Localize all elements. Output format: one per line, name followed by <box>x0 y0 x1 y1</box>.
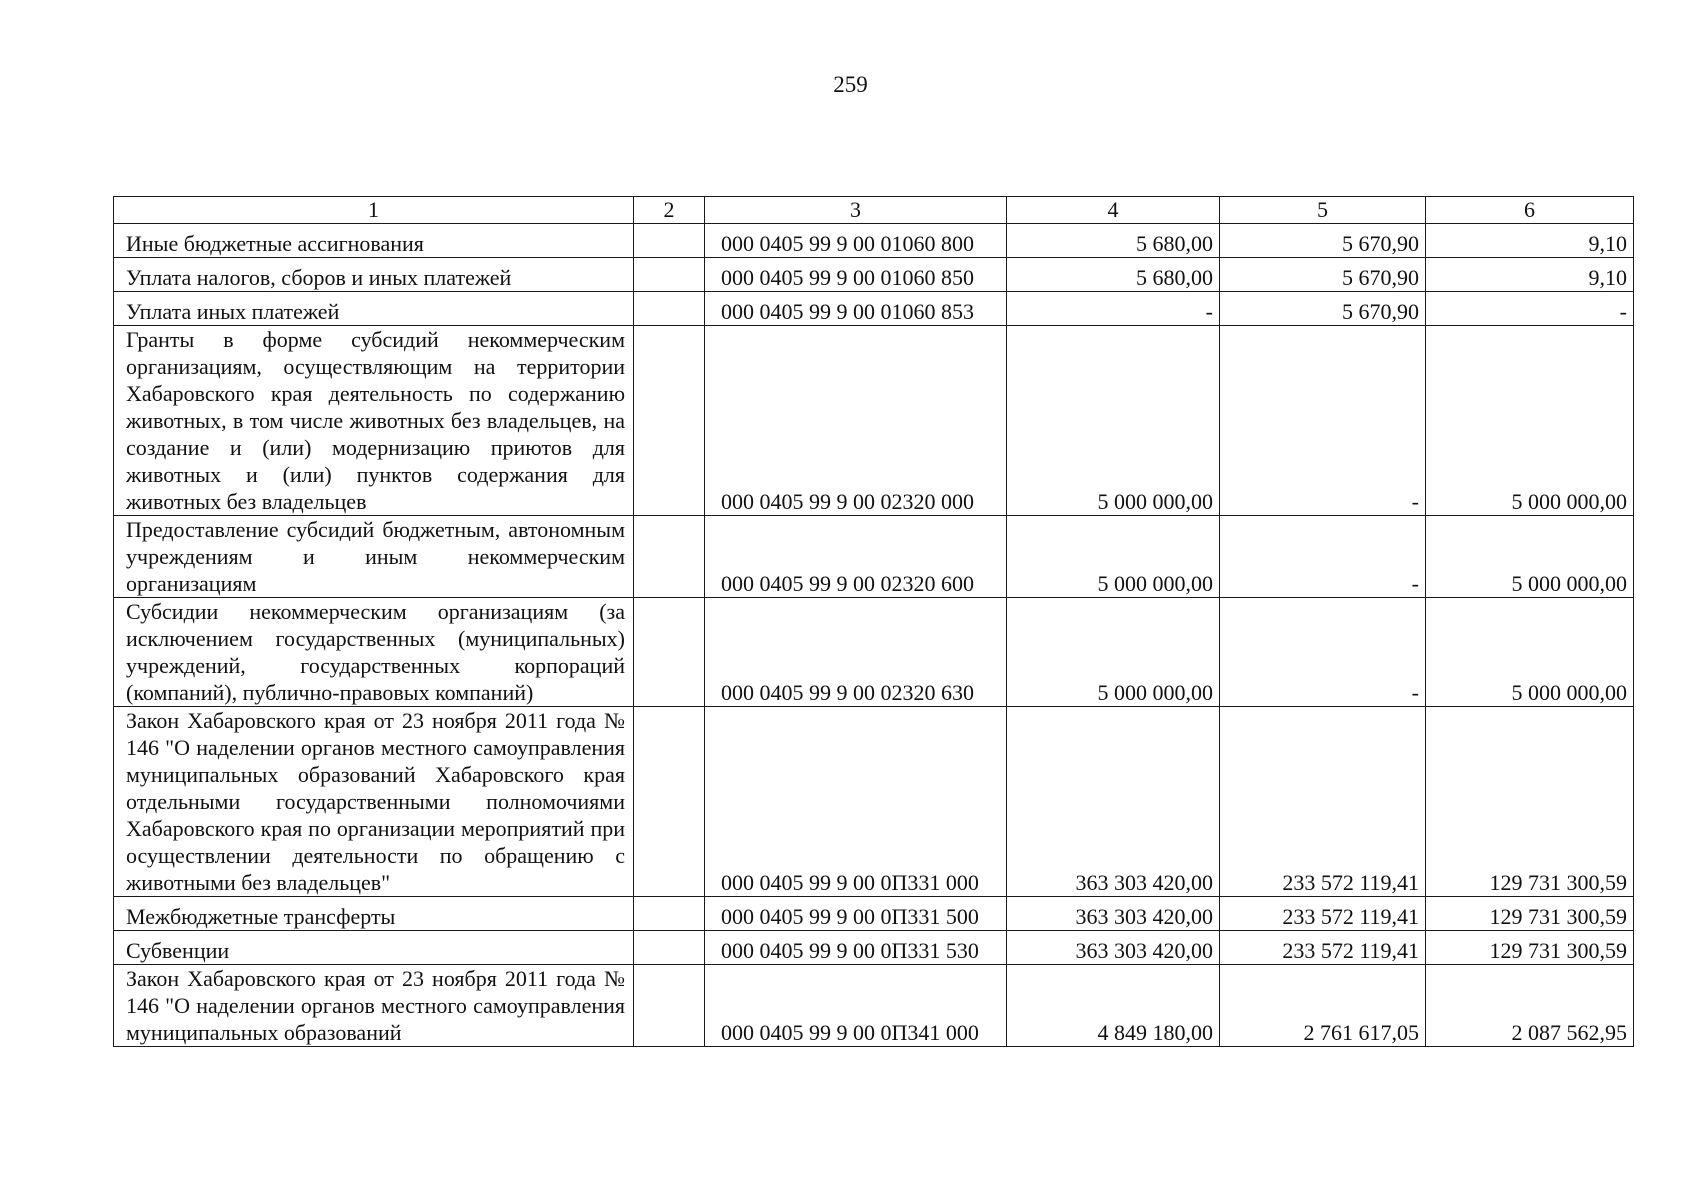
row-col5: 5 670,90 <box>1220 258 1426 292</box>
row-col2 <box>634 707 705 897</box>
row-col2 <box>634 897 705 931</box>
row-code: 000 0405 99 9 00 0П341 000 <box>705 965 1007 1047</box>
row-col2 <box>634 292 705 326</box>
table-row <box>114 224 1634 258</box>
row-col2 <box>634 931 705 965</box>
row-col5: 233 572 119,41 <box>1220 897 1426 931</box>
column-header-5: 5 <box>1220 197 1426 224</box>
row-col4: 5 000 000,00 <box>1007 516 1220 598</box>
table-row <box>114 965 1634 1047</box>
row-code: 000 0405 99 9 00 0П331 000 <box>705 707 1007 897</box>
row-col5: 5 670,90 <box>1220 224 1426 258</box>
row-col4: 4 849 180,00 <box>1007 965 1220 1047</box>
row-col6: 5 000 000,00 <box>1426 516 1634 598</box>
row-name: Субсидии некоммерческим организациям (за исключением государственных (муниципальных) учреждений, государственных корпораций (компаний), публично-правовых компаний) <box>114 598 634 707</box>
row-col6: 129 731 300,59 <box>1426 897 1634 931</box>
column-header-3: 3 <box>705 197 1007 224</box>
row-col2 <box>634 224 705 258</box>
row-col6: 9,10 <box>1426 258 1634 292</box>
row-col2 <box>634 516 705 598</box>
row-col4: 5 000 000,00 <box>1007 326 1220 516</box>
row-code: 000 0405 99 9 00 01060 850 <box>705 258 1007 292</box>
row-col6: 2 087 562,95 <box>1426 965 1634 1047</box>
row-col2 <box>634 258 705 292</box>
row-col6: 5 000 000,00 <box>1426 326 1634 516</box>
row-col5: - <box>1220 326 1426 516</box>
row-col5: 233 572 119,41 <box>1220 707 1426 897</box>
row-code: 000 0405 99 9 00 02320 000 <box>705 326 1007 516</box>
row-col4: - <box>1007 292 1220 326</box>
table-row <box>114 516 1634 598</box>
row-col6: 129 731 300,59 <box>1426 931 1634 965</box>
row-code: 000 0405 99 9 00 02320 630 <box>705 598 1007 707</box>
row-code: 000 0405 99 9 00 0П331 500 <box>705 897 1007 931</box>
row-col2 <box>634 965 705 1047</box>
column-header-1: 1 <box>114 197 634 224</box>
table-row <box>114 258 1634 292</box>
row-col4: 363 303 420,00 <box>1007 931 1220 965</box>
row-col4: 363 303 420,00 <box>1007 707 1220 897</box>
row-col6: 5 000 000,00 <box>1426 598 1634 707</box>
row-name: Уплата налогов, сборов и иных платежей <box>114 258 634 292</box>
row-col5: 2 761 617,05 <box>1220 965 1426 1047</box>
table-row <box>114 326 1634 516</box>
row-col5: 233 572 119,41 <box>1220 931 1426 965</box>
column-header-2: 2 <box>634 197 705 224</box>
row-name: Субвенции <box>114 931 634 965</box>
row-col4: 5 000 000,00 <box>1007 598 1220 707</box>
table-row <box>114 931 1634 965</box>
row-name: Иные бюджетные ассигнования <box>114 224 634 258</box>
row-col6: 9,10 <box>1426 224 1634 258</box>
row-name: Межбюджетные трансферты <box>114 897 634 931</box>
row-col4: 363 303 420,00 <box>1007 897 1220 931</box>
row-col5: - <box>1220 516 1426 598</box>
row-col6: - <box>1426 292 1634 326</box>
row-name: Гранты в форме субсидий некоммерческим организациям, осуществляющим на территории Хабаровского края деятельность по содержанию животных, в том числе животных без владельцев, на создание и (или) модернизацию приютов для животных и (или) пунктов содержания для животных без владельцев <box>114 326 634 516</box>
row-name: Закон Хабаровского края от 23 ноября 2011 года № 146 "О наделении органов местного самоуправления муниципальных образований Хабаровского края отдельными государственными полномочиями Хабаровского края по организации мероприятий при осуществлении деятельности по обращению с животными без владельцев" <box>114 707 634 897</box>
page-number: 259 <box>833 72 868 97</box>
row-code: 000 0405 99 9 00 02320 600 <box>705 516 1007 598</box>
row-col5: 5 670,90 <box>1220 292 1426 326</box>
table-header-row <box>114 197 1634 224</box>
row-col2 <box>634 326 705 516</box>
row-code: 000 0405 99 9 00 01060 853 <box>705 292 1007 326</box>
table-row <box>114 897 1634 931</box>
row-code: 000 0405 99 9 00 01060 800 <box>705 224 1007 258</box>
row-code: 000 0405 99 9 00 0П331 530 <box>705 931 1007 965</box>
row-col5: - <box>1220 598 1426 707</box>
row-col4: 5 680,00 <box>1007 258 1220 292</box>
budget-execution-table <box>113 196 1634 1047</box>
row-col2 <box>634 598 705 707</box>
column-header-4: 4 <box>1007 197 1220 224</box>
table-row <box>114 598 1634 707</box>
row-name: Предоставление субсидий бюджетным, автономным учреждениям и иным некоммерческим организациям <box>114 516 634 598</box>
row-name: Уплата иных платежей <box>114 292 634 326</box>
column-header-6: 6 <box>1426 197 1634 224</box>
row-name: Закон Хабаровского края от 23 ноября 2011 года № 146 "О наделении органов местного самоуправления муниципальных образований <box>114 965 634 1047</box>
row-col6: 129 731 300,59 <box>1426 707 1634 897</box>
row-col4: 5 680,00 <box>1007 224 1220 258</box>
table-row <box>114 707 1634 897</box>
table-row <box>114 292 1634 326</box>
